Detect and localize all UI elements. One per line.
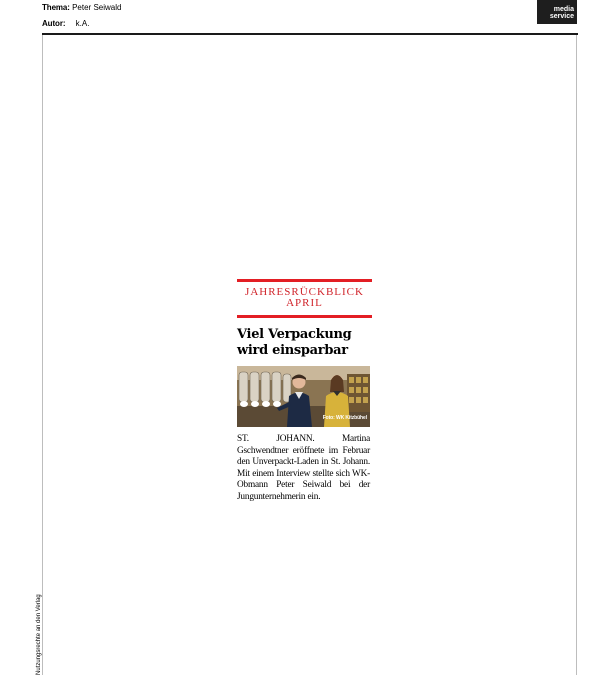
thema-line — [42, 3, 121, 13]
page-border-right — [576, 35, 577, 675]
thema-label: Thema: — [42, 3, 70, 12]
thema-value: Peter Seiwald — [72, 3, 122, 12]
rights-note: Nutzungsrechte an den Verlag — [36, 594, 42, 675]
autor-line — [42, 19, 89, 29]
logo-line-media: media — [553, 6, 574, 13]
headline-line-1: Viel Verpackung — [237, 327, 352, 342]
article-photo — [237, 366, 370, 427]
autor-label: Autor: — [42, 19, 66, 28]
page-border-left — [42, 35, 43, 675]
kicker-line-1: JAHRESRÜCKBLICK — [245, 286, 364, 298]
autor-value: k.A. — [75, 19, 90, 28]
media-service-logo — [537, 0, 577, 24]
kicker — [237, 287, 372, 309]
kicker-bar-bottom — [237, 315, 372, 318]
logo-line-service: service — [549, 13, 574, 20]
header-divider — [42, 33, 578, 35]
headline-line-2: wird einsparbar — [237, 343, 348, 358]
kicker-bar-top — [237, 279, 372, 282]
article-headline — [237, 327, 372, 359]
article-clipping — [237, 279, 372, 503]
article-body: ST. JOHANN. Martina Gschwendtner eröffnete im Februar den Unverpackt-Laden in St. Johann. Mit einem Interview stellte sich WK-Obmann Peter Seiwald bei der Jungunternehmerin ein. — [237, 434, 370, 502]
photo-credit: Foto: WK Kitzbühel — [322, 415, 367, 421]
kicker-line-2: APRIL — [286, 297, 323, 309]
